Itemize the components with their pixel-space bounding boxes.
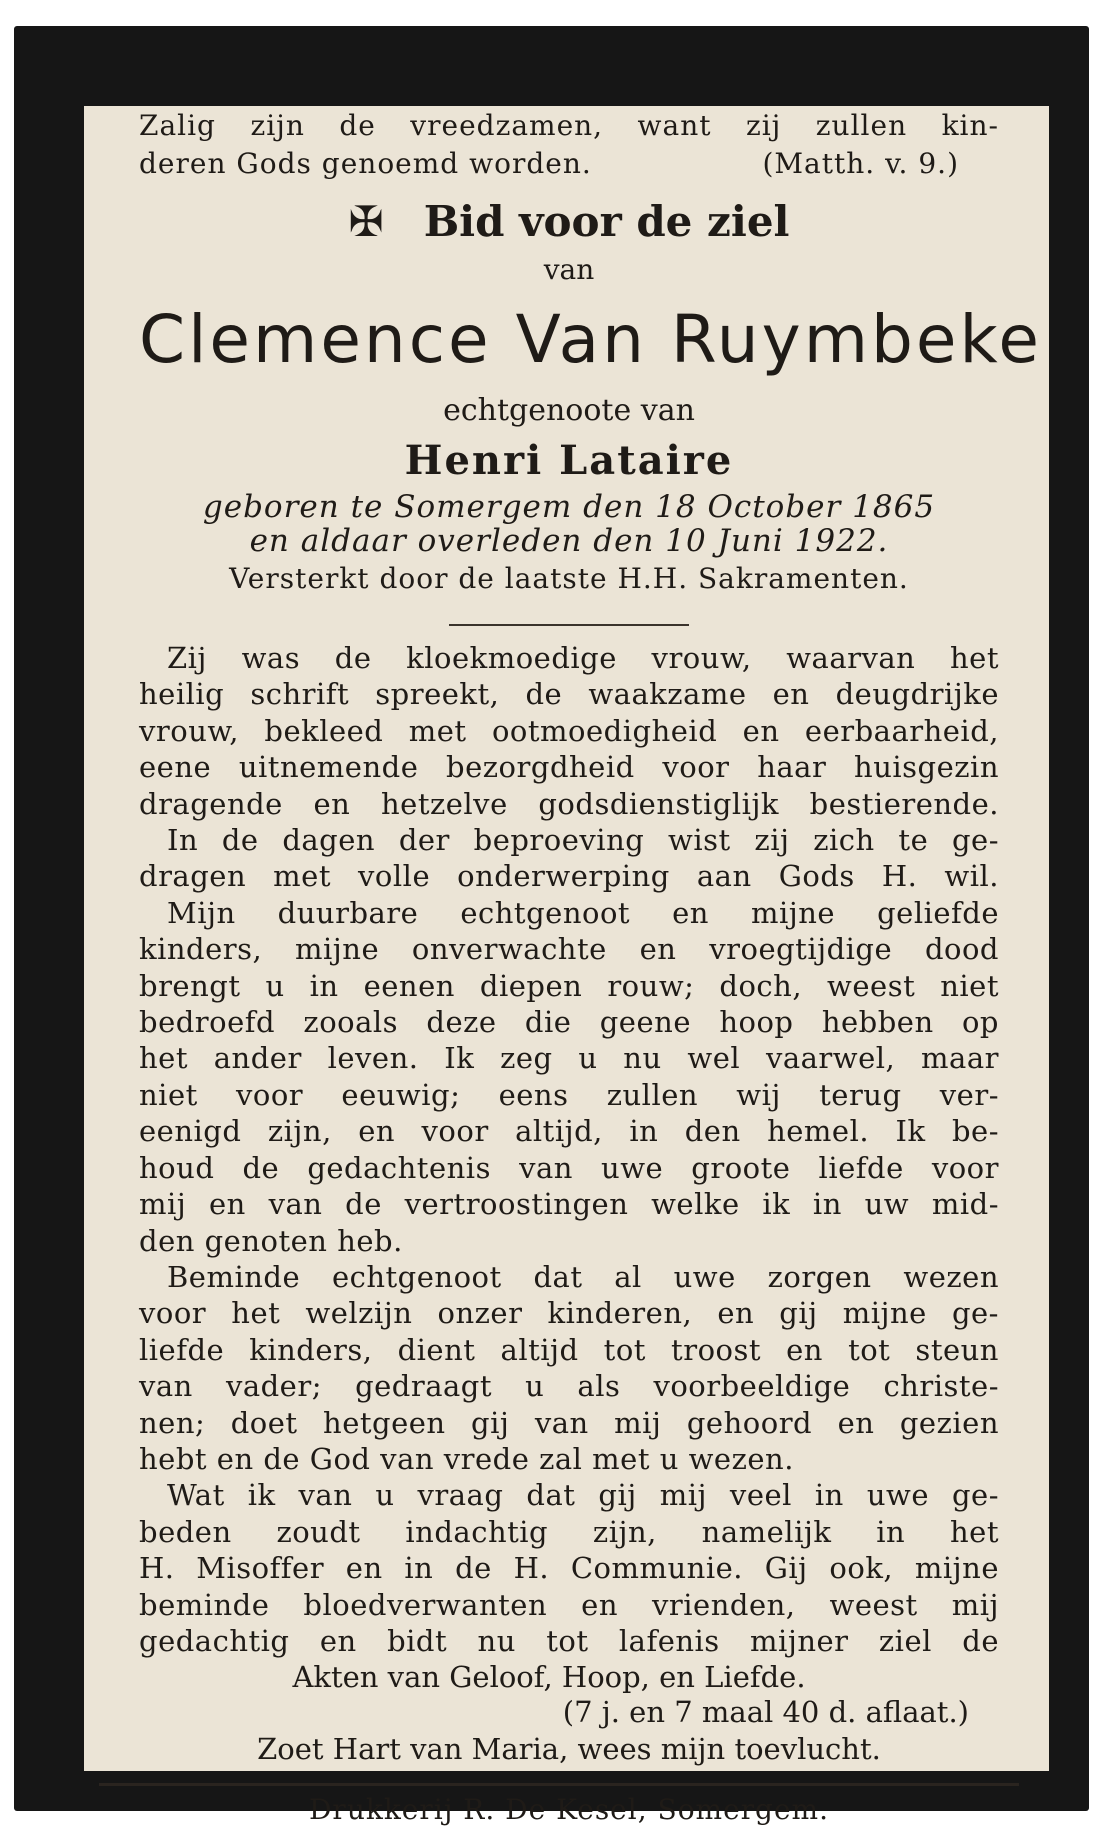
body-line: brengt u in eenen diepen rouw; doch, weest niet xyxy=(139,968,999,1003)
body-line: Beminde echtgenoot dat al uwe zorgen wezen xyxy=(167,1259,999,1294)
body-line: het ander leven. Ik zeg u nu wel vaarwel, maar xyxy=(139,1041,999,1076)
memorial-card-paper xyxy=(84,106,1049,1827)
bible-quote-line-2 xyxy=(139,146,999,182)
body-line: liefde kinders, dient altijd tot troost en tot steun xyxy=(139,1332,999,1367)
body-line: Zij was de kloekmoedige vrouw, waarvan het xyxy=(167,641,999,675)
indulgence-line: (7 j. en 7 maal 40 d. aflaat.) xyxy=(562,1695,969,1730)
closing-prayer: Zoet Hart van Maria, wees mijn toevlucht. xyxy=(257,1732,881,1767)
body-line: vrouw, bekleed met ootmoedigheid en eerbaarheid, xyxy=(139,713,999,748)
body-line: hebt en de God van vrede zal met u wezen. xyxy=(139,1441,794,1476)
prayer-heading xyxy=(139,196,999,248)
body-line: bedroefd zooals deze die geene hoop hebben op xyxy=(139,1005,999,1040)
bible-quote-line-1: Zalig zijn de vreedzamen, want zij zullen kin- xyxy=(139,109,999,142)
body-line: houd de gedachtenis van uwe groote liefde voor xyxy=(139,1150,999,1185)
body-line: Wat ik van u vraag dat gij mij veel in uwe ge- xyxy=(167,1478,999,1513)
body-line: dragen met volle onderwerping aan Gods H. wil. xyxy=(139,859,999,894)
body-line: eene uitnemende bezorgdheid voor haar huisgezin xyxy=(139,750,999,785)
printer-credit: Drukkerij R. De Kesel, Somergem. xyxy=(308,1793,830,1827)
birth-line: geboren te Somergem den 18 October 1865 xyxy=(202,489,936,525)
memorial-body xyxy=(139,640,999,1659)
divider-short xyxy=(449,624,689,626)
body-line: H. Misoffer en in de H. Communie. Gij ook, mijne xyxy=(139,1551,999,1586)
deceased-name: Clemence Van Ruymbeke xyxy=(139,301,1042,378)
body-line: dragende en hetzelve godsdienstiglijk bestierende. xyxy=(139,786,999,821)
body-line: eenigd zijn, en voor altijd, in den hemel. Ik be- xyxy=(139,1114,999,1149)
body-line: beden zoudt indachtig zijn, namelijk in het xyxy=(139,1514,999,1549)
bible-quote-reference: (Matth. v. 9.) xyxy=(762,147,959,180)
body-line: den genoten heb. xyxy=(139,1223,403,1258)
body-line: kinders, mijne onverwachte en vroegtijdige dood xyxy=(139,932,999,967)
body-line: Mijn duurbare echtgenoot en mijne geliefde xyxy=(167,895,999,930)
body-line: heilig schrift spreekt, de waakzame en deugdrijke xyxy=(139,677,999,712)
body-line: voor het welzijn onzer kinderen, en gij mijne ge- xyxy=(139,1296,999,1331)
sacraments-line: Versterkt door de laatste H.H. Sakramenten. xyxy=(229,562,909,595)
body-line: mij en van de vertroostingen welke ik in uw mid- xyxy=(139,1187,999,1222)
divider-long xyxy=(99,1783,1019,1786)
body-line: In de dagen der beproeving wist zij zich te ge- xyxy=(167,823,999,858)
cross-icon: ✠ xyxy=(348,197,384,246)
body-line: nen; doet hetgeen gij van mij gehoord en gezien xyxy=(139,1405,999,1440)
body-line: beminde bloedverwanten en vrienden, weest mij xyxy=(139,1587,999,1622)
bible-quote-text: deren Gods genoemd worden. xyxy=(139,147,592,180)
akten-line: Akten van Geloof, Hoop, en Liefde. xyxy=(292,1660,806,1695)
prayer-heading-text: Bid voor de ziel xyxy=(423,197,790,246)
van-label: van xyxy=(543,253,595,286)
spouse-label: echtgenoote van xyxy=(443,393,695,428)
memorial-card-border xyxy=(14,26,1089,1827)
body-line: niet voor eeuwig; eens zullen wij terug ver- xyxy=(139,1077,999,1112)
body-line: gedachtig en bidt nu tot lafenis mijner ziel de xyxy=(139,1623,999,1658)
spouse-name: Henri Lataire xyxy=(404,437,734,484)
body-line: van vader; gedraagt u als voorbeeldige christe- xyxy=(139,1369,999,1404)
death-line: en aldaar overleden den 10 Juni 1922. xyxy=(249,523,889,559)
